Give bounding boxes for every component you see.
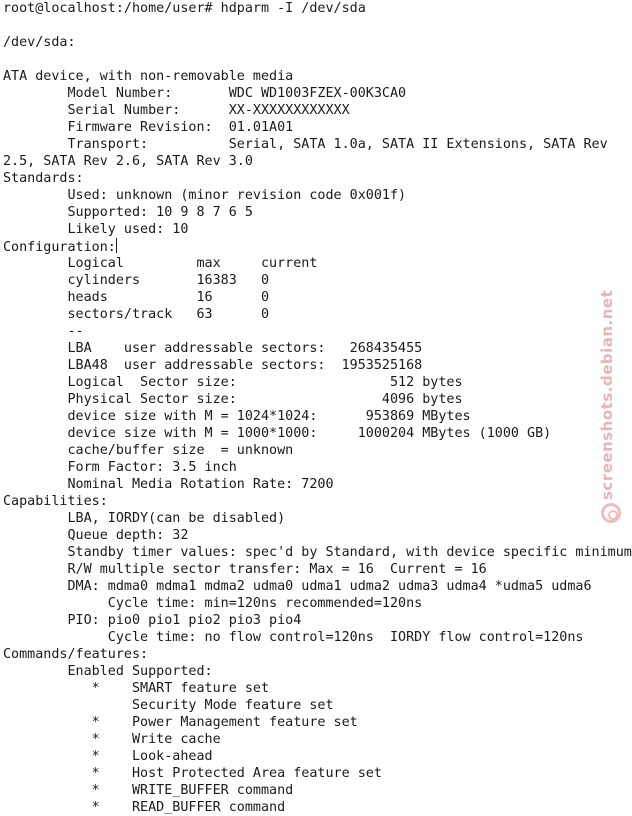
terminal-line: Capabilities: xyxy=(3,494,108,509)
terminal-line: 2.5, SATA Rev 2.6, SATA Rev 3.0 xyxy=(3,154,253,169)
terminal-line: LBA48 user addressable sectors: 1953525168 xyxy=(3,358,423,373)
terminal-line: * WRITE_BUFFER command xyxy=(3,783,294,798)
terminal-line: * Look-ahead xyxy=(3,749,213,764)
terminal-line: Serial Number: XX-XXXXXXXXXXXX xyxy=(3,103,350,118)
watermark-text: screenshots.debian.net xyxy=(598,289,616,500)
terminal-line: Cycle time: no flow control=120ns IORDY flow control=120ns xyxy=(3,630,584,645)
terminal-line: PIO: pio0 pio1 pio2 pio3 pio4 xyxy=(3,613,302,628)
terminal-line: Firmware Revision: 01.01A01 xyxy=(3,120,294,135)
terminal-line: sectors/track 63 0 xyxy=(3,307,270,322)
terminal-line: Cycle time: min=120ns recommended=120ns xyxy=(3,596,423,611)
terminal-line: Standards: xyxy=(3,171,84,186)
terminal-line: Used: unknown (minor revision code 0x001f) xyxy=(3,188,407,203)
terminal-line: * Write cache xyxy=(3,732,221,747)
terminal-line: Likely used: 10 xyxy=(3,222,189,237)
terminal-line: * Host Protected Area feature set xyxy=(3,766,382,781)
terminal-line: R/W multiple sector transfer: Max = 16 Current = 16 xyxy=(3,562,487,577)
terminal-line: LBA, IORDY(can be disabled) xyxy=(3,511,286,526)
terminal-line: Enabled Supported: xyxy=(3,664,213,679)
terminal-line: * READ_BUFFER command xyxy=(3,800,286,815)
terminal-line: ATA device, with non-removable media xyxy=(3,69,294,84)
terminal-line: -- xyxy=(3,324,84,339)
terminal-line xyxy=(3,17,628,34)
terminal-line: Commands/features: xyxy=(3,647,149,662)
watermark xyxy=(598,290,622,530)
terminal-line: Transport: Serial, SATA 1.0a, SATA II Extensions, SATA Rev xyxy=(3,137,608,152)
terminal-line: /dev/sda: xyxy=(3,35,76,50)
terminal-line: Nominal Media Rotation Rate: 7200 xyxy=(3,477,334,492)
terminal-line: heads 16 0 xyxy=(3,290,270,305)
terminal-line: Form Factor: 3.5 inch xyxy=(3,460,237,475)
debian-swirl-icon xyxy=(601,503,621,523)
terminal-line: device size with M = 1024*1024: 953869 MBytes xyxy=(3,409,471,424)
terminal-output[interactable] xyxy=(3,0,632,815)
terminal-line: Standby timer values: spec'd by Standard, with device specific minimum xyxy=(3,545,632,560)
terminal-line: device size with M = 1000*1000: 1000204 MBytes (1000 GB) xyxy=(3,426,552,441)
terminal-line xyxy=(3,51,628,68)
text-cursor xyxy=(116,238,117,253)
terminal-line: Logical max current xyxy=(3,256,318,271)
terminal-line: Physical Sector size: 4096 bytes xyxy=(3,392,463,407)
terminal-line: cache/buffer size = unknown xyxy=(3,443,294,458)
terminal-line: cylinders 16383 0 xyxy=(3,273,270,288)
terminal-line: Logical Sector size: 512 bytes xyxy=(3,375,463,390)
terminal-line-text: Configuration: xyxy=(3,240,116,255)
terminal-line: DMA: mdma0 mdma1 mdma2 udma0 udma1 udma2 udma3 udma4 *udma5 udma6 xyxy=(3,579,592,594)
terminal-line: Model Number: WDC WD1003FZEX-00K3CA0 xyxy=(3,86,407,101)
terminal-line: LBA user addressable sectors: 268435455 xyxy=(3,341,423,356)
terminal-line: root@localhost:/home/user# hdparm -I /dev/sda xyxy=(3,1,366,16)
terminal-line: Supported: 10 9 8 7 6 5 xyxy=(3,205,253,220)
terminal-line: Queue depth: 32 xyxy=(3,528,189,543)
terminal-line-with-cursor xyxy=(3,238,628,255)
terminal-line: * Power Management feature set xyxy=(3,715,358,730)
terminal-line: Security Mode feature set xyxy=(3,698,334,713)
terminal-line: * SMART feature set xyxy=(3,681,270,696)
